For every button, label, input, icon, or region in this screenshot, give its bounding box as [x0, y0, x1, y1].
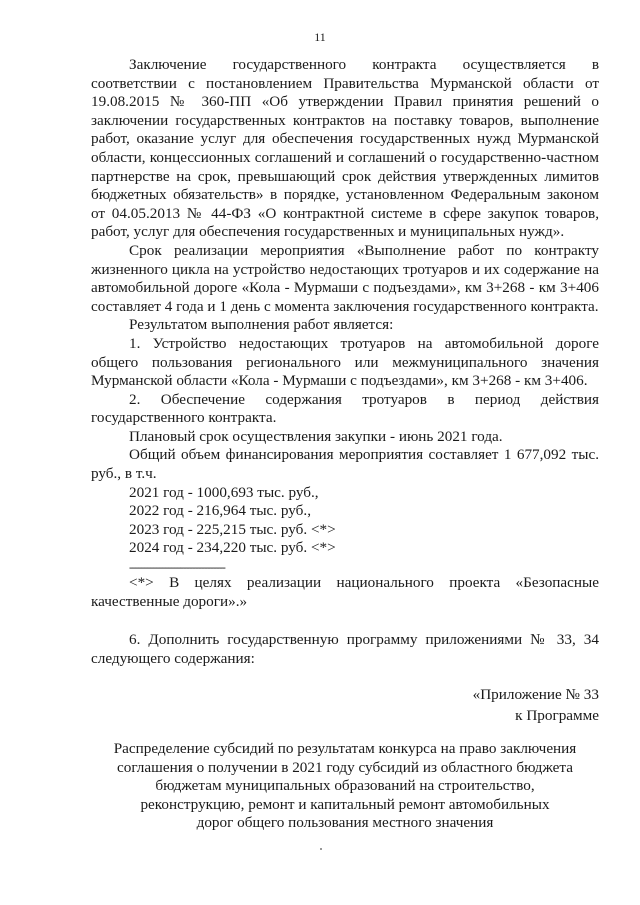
funding-list	[91, 484, 599, 558]
paragraph-result-1: 1. Устройство недостающих тротуаров на автомобильной дороге общего пользования регионального или межмуниципального значения Мурманской области «Кола - Мурмаши с подъездами», км 3+268 - км 3+406.	[91, 334, 599, 390]
scan-dot	[320, 848, 322, 850]
funding-line-2024: 2024 год - 234,220 тыс. руб. <*>	[129, 539, 336, 557]
caption-line-5: дорог общего пользования местного значения	[196, 814, 494, 832]
document-body	[91, 56, 599, 668]
caption-line-2: соглашения о получении в 2021 году субсидий из областного бюджета	[117, 758, 573, 776]
paragraph-implementation-period: Срок реализации мероприятия «Выполнение работ по контракту жизненного цикла на устройство недостающих тротуаров и их содержание на автомобильной дороге «Кола - Мурмаши с подъездами», км 3+268 - км 3+406 составляет 4 года и 1 день с момента заключения государственного контракта.	[91, 241, 599, 315]
appendix-label-line-1: «Приложение № 33	[472, 686, 599, 703]
paragraph-result-2: 2. Обеспечение содержания тротуаров в период действия государственного контракта.	[91, 390, 599, 427]
appendix-caption	[91, 740, 599, 833]
funding-line-2021: 2021 год - 1000,693 тыс. руб.,	[129, 483, 319, 501]
appendix-label	[91, 684, 599, 726]
caption-line-4: реконструкцию, ремонт и капитальный ремонт автомобильных	[140, 795, 550, 813]
paragraph-contract-conclusion: Заключение государственного контракта осуществляется в соответствии с постановлением Правительства Мурманской области от 19.08.2015 № 360-ПП «Об утверждении Правил принятия решений о заключении государственных контрактов на поставку товаров, выполнение работ, оказание услуг для обеспечения государственных нужд Мурманской области, концессионных соглашений и соглашений о государственно-частном партнерстве на срок, превышающий срок действия утвержденных лимитов бюджетных обязательств» в порядке, установленном Федеральным законом от 04.05.2013 № 44-ФЗ «О контрактной системе в сфере закупок товаров, работ, услуг для обеспечения государственных и муниципальных нужд».	[91, 56, 599, 241]
caption-line-3: бюджетам муниципальных образований на строительство,	[155, 777, 535, 795]
footnote-separator: --------------------------------	[129, 560, 225, 575]
appendix-label-line-2: к Программе	[515, 707, 599, 724]
footnote: <*> В целях реализации национального проекта «Безопасные качественные дороги».»	[91, 574, 599, 610]
paragraph-total-funding: Общий объем финансирования мероприятия составляет 1 677,092 тыс. руб., в т.ч.	[91, 446, 599, 483]
funding-line-2023: 2023 год - 225,215 тыс. руб. <*>	[129, 520, 336, 538]
funding-line-2022: 2022 год - 216,964 тыс. руб.,	[129, 502, 311, 520]
paragraph-results-intro: Результатом выполнения работ является:	[129, 316, 394, 334]
page-number: 11	[314, 30, 326, 44]
paragraph-procurement-term: Плановый срок осуществления закупки - июнь 2021 года.	[129, 427, 503, 445]
paragraph-item-6: 6. Дополнить государственную программу приложениями № 33, 34 следующего содержания:	[91, 631, 599, 667]
caption-line-1: Распределение субсидий по результатам конкурса на право заключения	[113, 740, 577, 757]
